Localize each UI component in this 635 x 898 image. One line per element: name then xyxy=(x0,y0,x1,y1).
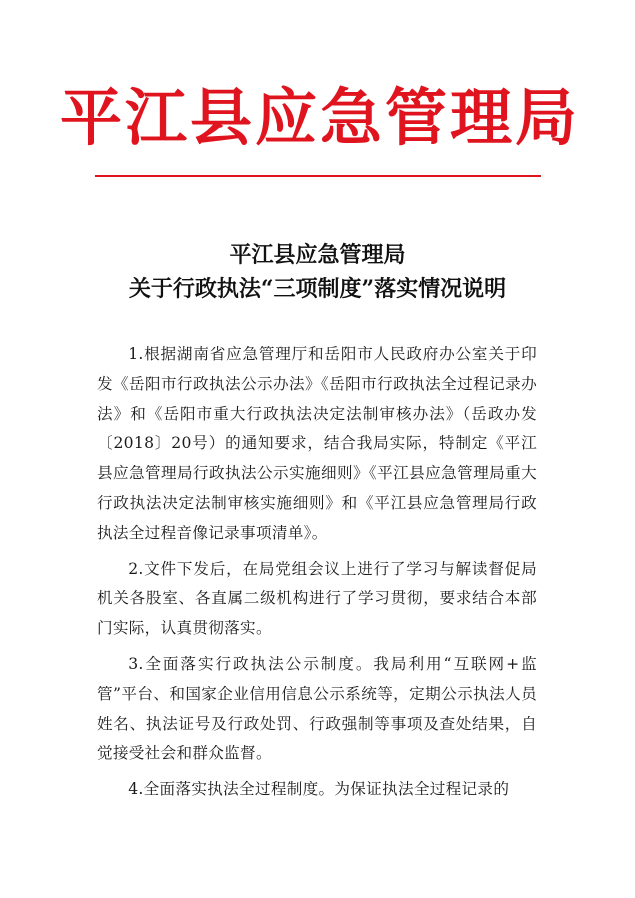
title-line-1: 平江县应急管理局 xyxy=(229,242,406,268)
paragraph-2: 2.文件下发后，在局党组会议上进行了学习与解读督促局机关各股室、各直属二级机构进行了学习贯彻，要求结合本部门实际，认真贯彻落实。 xyxy=(97,559,537,638)
paragraph-1: 1.根据湖南省应急管理厅和岳阳市人民政府办公室关于印发《岳阳市行政执法公示办法》《岳阳市行政执法全过程记录办法》和《岳阳市重大行政执法决定法制审核办法》（岳政办发〔2018〕20号）的通知要求，结合我局实际，特制定《平江县应急管理局行政执法公示实施细则》《平江县应急管理局重大行政执法决定法制审核实施细则》和《平江县应急管理局行政执法全过程音像记录事项清单》。 xyxy=(97,345,537,542)
document-body xyxy=(97,340,537,811)
paragraph-3: 3.全面落实行政执法公示制度。我局利用“互联网+监管”平台、和国家企业信用信息公示系统等，定期公示执法人员姓名、执法证号及行政处罚、行政强制等事项及查处结果，自觉接受社会和群众监督。 xyxy=(97,654,537,763)
letterhead-org-name: 平江县应急管理局 xyxy=(60,81,581,154)
letterhead-red-rule xyxy=(95,175,541,177)
paragraph-4: 4.全面落实执法全过程制度。为保证执法全过程记录的 xyxy=(128,780,510,799)
document-title xyxy=(60,238,575,306)
title-line-2: 关于行政执法“三项制度”落实情况说明 xyxy=(128,276,507,302)
